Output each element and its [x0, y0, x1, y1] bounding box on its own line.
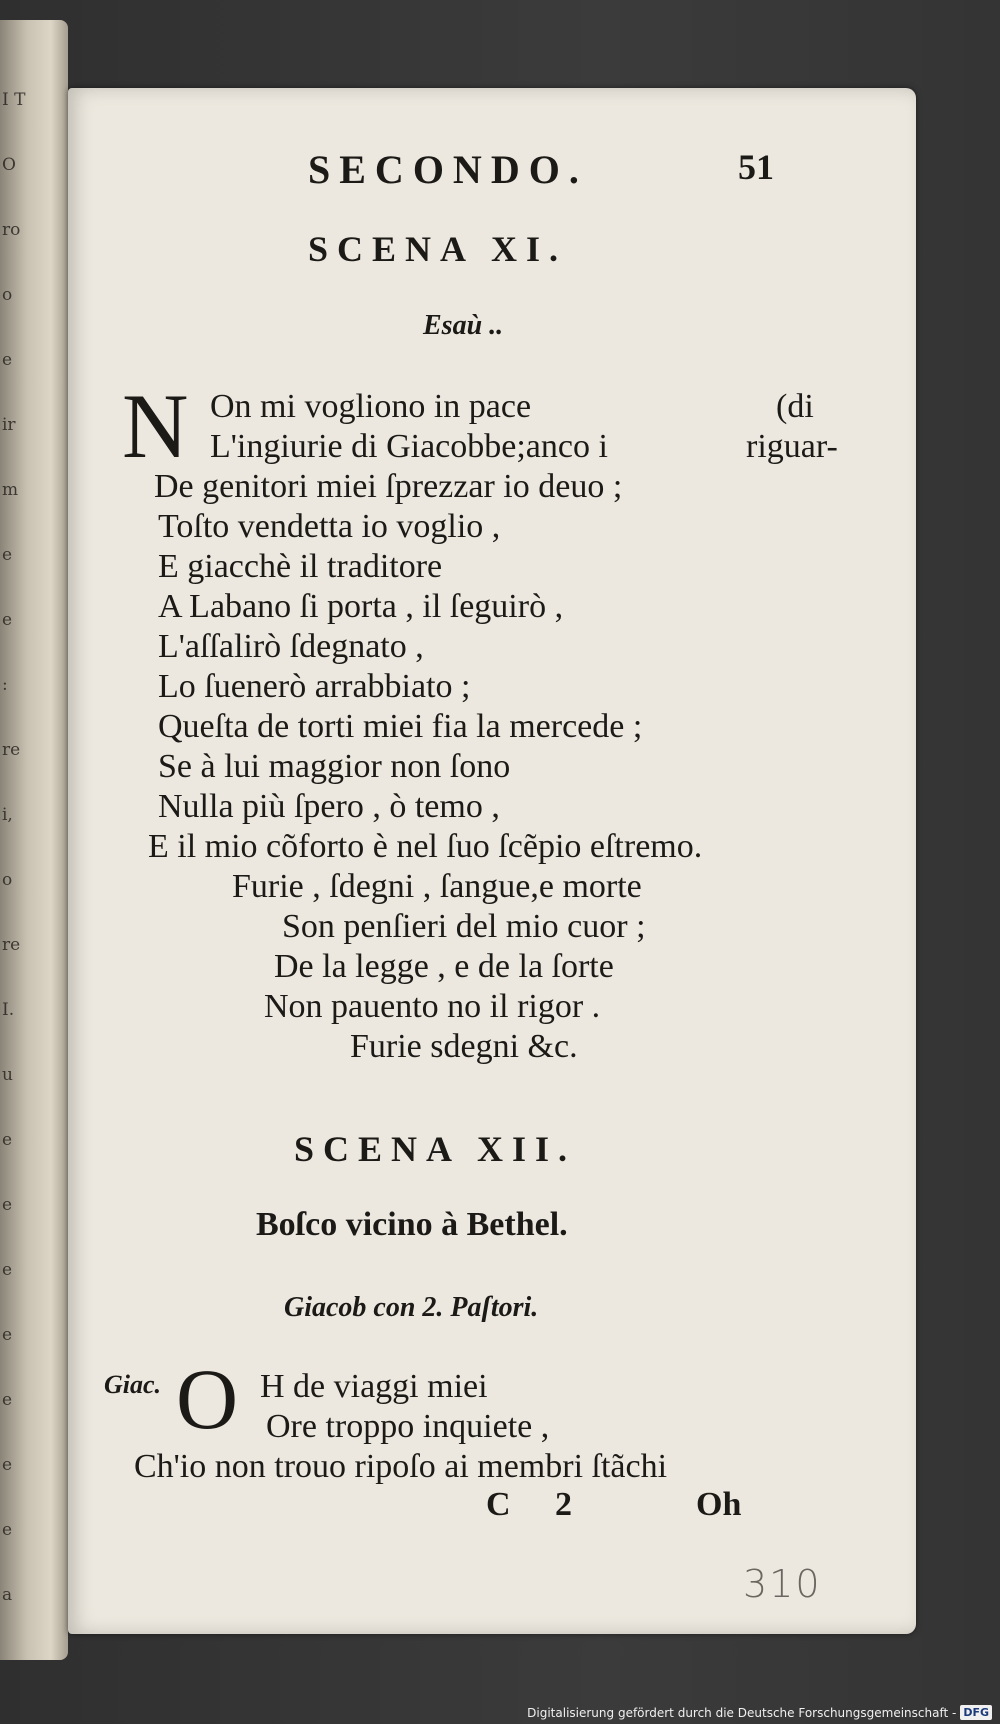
running-head: SECONDO. [308, 147, 588, 192]
verse-turnover: riguar- [746, 428, 838, 465]
book-page [68, 88, 916, 1634]
facing-page-fragment: e [2, 1195, 13, 1215]
facing-page-fragment: e [2, 545, 13, 565]
verse-line: De genitori miei ſprezzar io deuo ; [154, 468, 623, 505]
facing-page-fragment: u [2, 1065, 13, 1085]
verse-turnover: (di [776, 388, 814, 425]
scene-12-title: SCENA XII. [294, 1129, 577, 1169]
facing-page-fragment: e [2, 1130, 13, 1150]
facing-page-fragment: a [2, 1585, 13, 1605]
verse-line: Lo ſuenerò arrabbiato ; [158, 668, 471, 705]
scene-12-setting: Boſco vicino à Bethel. [256, 1206, 568, 1243]
verse-line: Ch'io non trouo ripoſo ai membri ſtãchi [134, 1448, 668, 1485]
facing-page-fragment: e [2, 1520, 13, 1540]
verse-line: Toſto vendetta io voglio , [158, 508, 501, 545]
verse-line: Se à lui maggior non ſono [158, 748, 511, 785]
scene-11-speaker: Esaù .. [423, 310, 504, 341]
verse-line: H de viaggi miei [260, 1368, 488, 1405]
page-number: 51 [738, 147, 774, 187]
facing-page-fragment: o [2, 870, 13, 890]
scene-11-title: SCENA XI. [308, 229, 568, 269]
scene-11-dropcap: N [122, 375, 189, 477]
facing-page-fragment: i, [2, 805, 13, 825]
verse-line: Son penſieri del mio cuor ; [282, 908, 646, 945]
facing-page-fragment: e [2, 1325, 13, 1345]
scene-12-characters: Giacob con 2. Paſtori. [284, 1292, 539, 1323]
verse-line: Ore troppo inquiete , [266, 1408, 550, 1445]
facing-page-edge [0, 20, 68, 1660]
facing-page-fragment: e [2, 610, 13, 630]
facing-page-fragment: I T [2, 90, 26, 110]
verse-line: E il mio cõforto è nel ſuo ſcẽpio eſtremo. [148, 828, 703, 865]
facing-page-fragment: m [2, 480, 19, 500]
facing-page-fragment: re [2, 935, 21, 955]
facing-page-fragment: re [2, 740, 21, 760]
facing-page-fragment: : [2, 675, 8, 695]
speaker-label: Giac. [104, 1370, 162, 1399]
verse-line: L'aſſalirò ſdegnato , [158, 628, 424, 665]
facing-page-fragment: I. [2, 1000, 15, 1020]
facing-page-fragment: o [2, 285, 13, 305]
verse-line: De la legge , e de la ſorte [274, 948, 614, 985]
footer-credit-text: Digitalisierung gefördert durch die Deutsche Forschungsgemeinschaft - [527, 1705, 957, 1720]
handwritten-folio-number: 310 [743, 1562, 822, 1606]
verse-line: A Labano ſi porta , il ſeguirò , [158, 588, 564, 625]
facing-page-fragment: e [2, 1455, 13, 1475]
verse-line: Queſta de torti miei fia la mercede ; [158, 708, 643, 745]
verse-line: L'ingiurie di Giacobbe;anco i [210, 428, 608, 465]
verse-line: E giacchè il traditore [158, 548, 443, 585]
verse-line: Furie , ſdegni , ſangue,e morte [232, 868, 642, 905]
footer-credit [527, 1705, 992, 1720]
facing-page-fragment: e [2, 350, 13, 370]
verse-line: Nulla più ſpero , ò temo , [158, 788, 500, 825]
dfg-logo: DFG [960, 1705, 992, 1720]
facing-page-fragment: ir [2, 415, 16, 435]
scene-12-dropcap: O [176, 1351, 239, 1447]
facing-page-fragment: ro [2, 220, 21, 240]
facing-page-fragment: O [2, 155, 16, 175]
catchword: Oh [696, 1486, 742, 1523]
facing-page-fragment: e [2, 1260, 13, 1280]
facing-page-fragment: e [2, 1390, 13, 1410]
signature-mark: C 2 [486, 1486, 591, 1523]
verse-line: Furie sdegni &c. [350, 1028, 578, 1065]
verse-line: Non pauento no il rigor . [264, 988, 601, 1025]
verse-line: On mi vogliono in pace [210, 388, 532, 425]
